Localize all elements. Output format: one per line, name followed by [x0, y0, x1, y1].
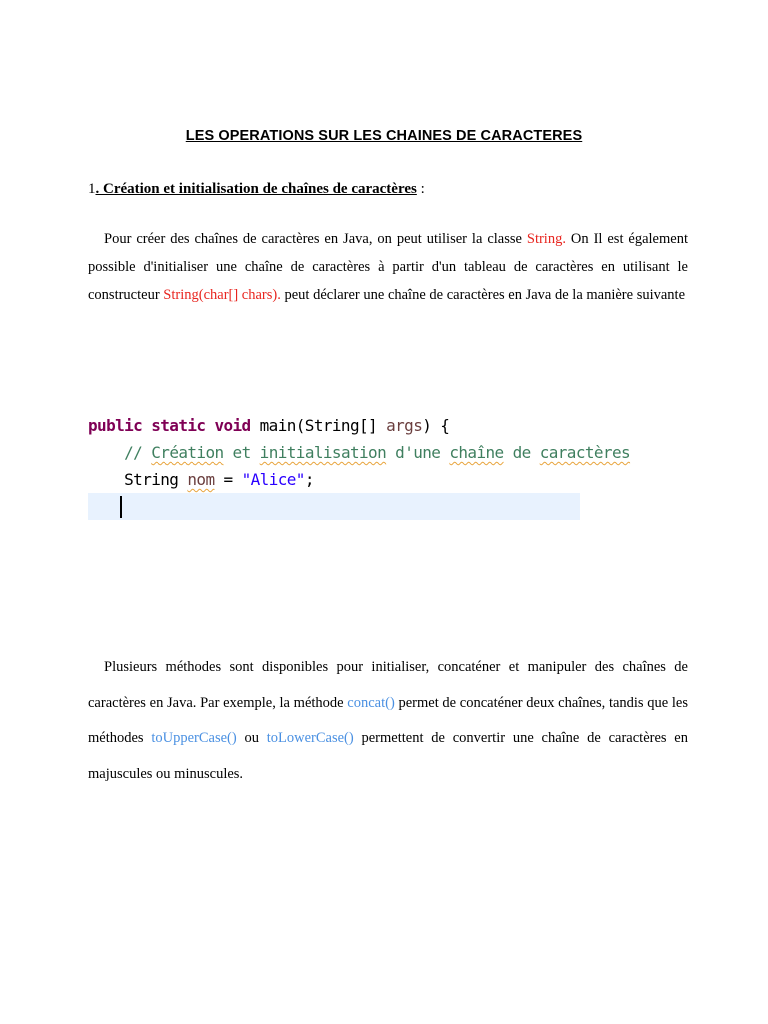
code-comment-word-initialisation: initialisation	[259, 443, 387, 462]
section-heading-text: . Création et initialisation de chaînes de caractères	[95, 181, 417, 197]
text-caret	[120, 496, 122, 518]
code-main-signature: main(String[]	[250, 416, 387, 435]
code-line-2	[88, 439, 631, 466]
paragraph1-text-3: peut déclarer une chaîne de caractères en Java de la manière suivante	[280, 287, 686, 303]
code-comment-word-dune: d'une	[386, 443, 450, 462]
document-title: LES OPERATIONS SUR LES CHAINES DE CARACTERES	[185, 128, 583, 144]
code-semicolon: ;	[304, 470, 314, 489]
paragraph-string-creation	[88, 225, 688, 309]
paragraph2-text-4: permettent de convertir une chaîne de caractères en majuscules ou minuscules.	[88, 730, 688, 782]
code-param-args: args	[386, 416, 423, 435]
paragraph1-text-2: On Il est également possible d'initialiser une chaîne de caractères à partir d'un tableau de caractères en utilisant le constructeur	[88, 231, 688, 303]
method-concat: concat()	[347, 694, 395, 711]
string-class-keyword: String.	[526, 231, 566, 247]
code-keywords: public static void	[88, 416, 251, 435]
code-comment-prefix: //	[124, 443, 152, 462]
code-line-active[interactable]	[88, 493, 580, 520]
code-comment-word-et: et	[223, 443, 260, 462]
code-comment-word-caracteres: caractères	[539, 443, 631, 462]
code-type-string: String	[124, 470, 188, 489]
code-comment-word-chaine: chaîne	[449, 443, 504, 462]
paragraph2-text-1: Plusieurs méthodes sont disponibles pour initialiser, concaténer et manipuler des chaînes de caractères en Java. Par exemple, la méthode	[88, 659, 688, 711]
paragraph2-text-2: permet de concaténer deux chaînes, tandis que les méthodes	[88, 694, 688, 746]
method-tolowercase: toLowerCase()	[266, 730, 354, 746]
paragraph2-text-3: ou	[236, 730, 267, 746]
section-heading-suffix: :	[416, 181, 425, 197]
code-line-1	[88, 412, 580, 439]
code-indent	[88, 470, 124, 489]
code-string-literal: "Alice"	[241, 470, 305, 489]
method-touppercase: toUpperCase()	[151, 730, 237, 746]
paragraph1-text-1: Pour créer des chaînes de caractères en Java, on peut utiliser la classe	[104, 231, 527, 247]
code-comment-word-de: de	[503, 443, 540, 462]
paragraph-string-methods	[88, 650, 688, 792]
code-assign: =	[214, 470, 242, 489]
code-snippet	[88, 412, 631, 520]
string-constructor-keyword: String(char[] chars).	[163, 287, 281, 303]
code-indent	[88, 443, 124, 462]
code-open-brace: ) {	[422, 416, 450, 435]
code-variable-nom: nom	[187, 470, 215, 489]
section-heading	[88, 181, 425, 198]
code-comment-word-creation: Création	[151, 443, 224, 462]
code-line-3	[88, 466, 580, 493]
section-number: 1	[88, 181, 96, 197]
